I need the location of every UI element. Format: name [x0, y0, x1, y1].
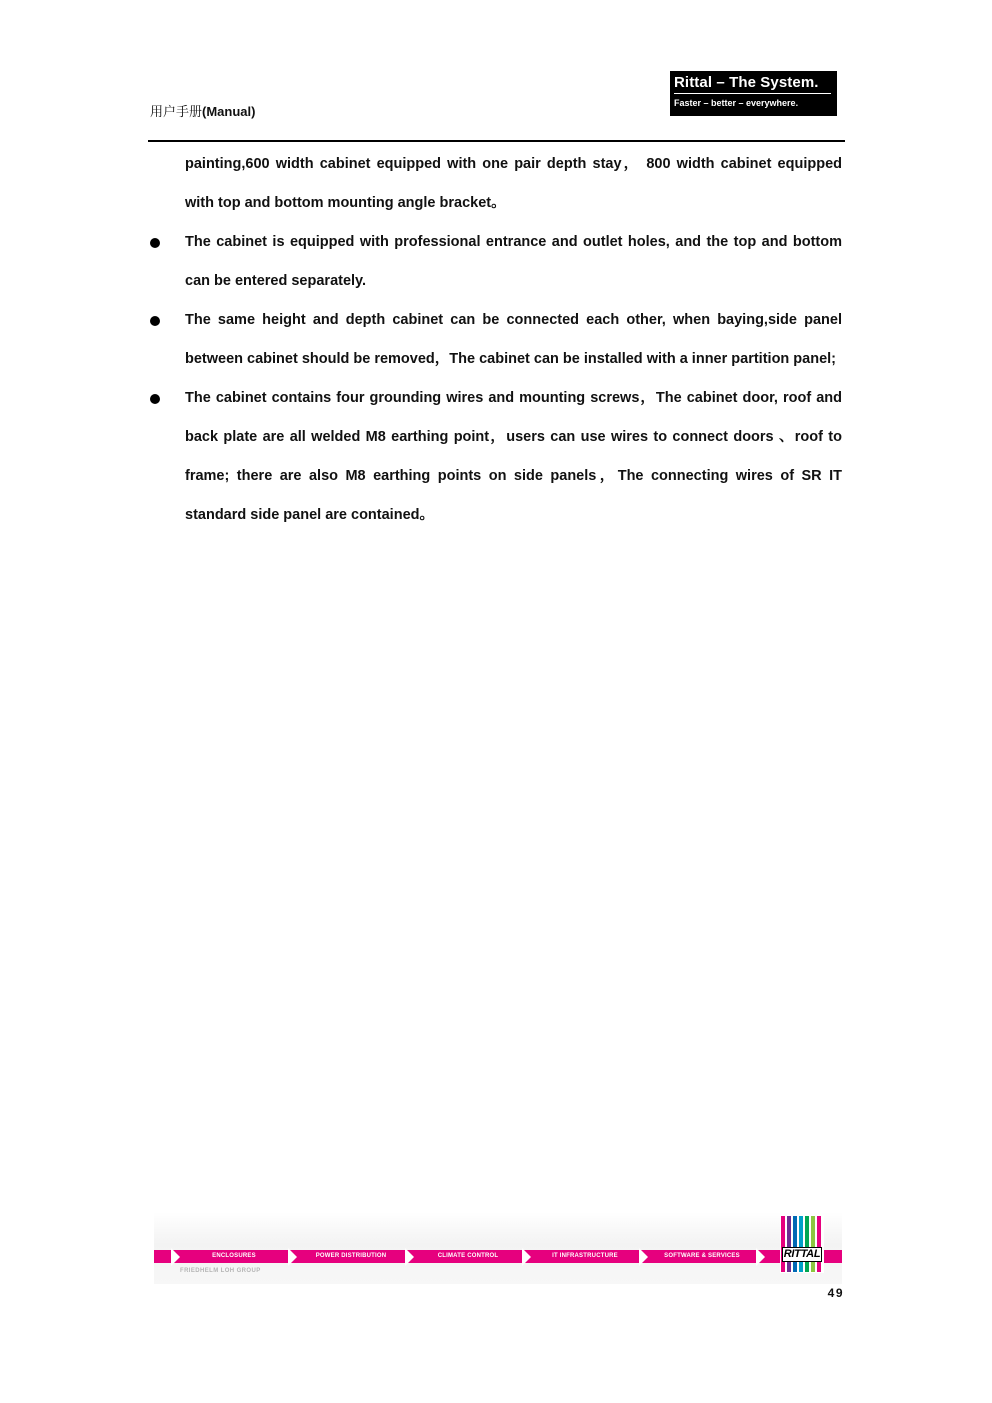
- rittal-wordmark: RITTAL: [783, 1248, 821, 1260]
- paragraph-text: The cabinet contains four grounding wires and mounting screws，The cabinet door, roof and back plate are all welded M8 earthing point，users can use wires to connect doors 、roof to frame; there are also M8 earthing points on side panels，The connecting wires of SR IT standard side panel are contained。: [185, 390, 842, 523]
- chevron-right-icon: [756, 1248, 765, 1266]
- bullet-item: [150, 301, 842, 379]
- paragraph-text: painting,600 width cabinet equipped with one pair depth stay， 800 width cabinet equipped with top and bottom mounting angle bracket。: [185, 156, 842, 211]
- bullet-item: [150, 379, 842, 535]
- stripe: [805, 1216, 809, 1272]
- footer-category-enclosures: ENCLOSURES: [212, 1253, 256, 1259]
- stripe: [787, 1216, 791, 1272]
- footer-category-power-distribution: POWER DISTRIBUTION: [315, 1253, 387, 1259]
- chevron-right-icon: [522, 1248, 531, 1266]
- logo-slogan-main: Rittal – The System.: [674, 74, 819, 91]
- stripe: [781, 1216, 785, 1272]
- footer-category-climate-control: CLIMATE CONTROL: [437, 1253, 499, 1259]
- paragraph-continued: [150, 145, 842, 223]
- footer-banner: [154, 1212, 842, 1284]
- bullet-icon: [150, 394, 160, 404]
- footer-category-software-services: SOFTWARE & SERVICES: [664, 1253, 740, 1259]
- rittal-system-logo: [670, 71, 837, 116]
- chevron-right-icon: [639, 1248, 648, 1266]
- logo-slogan-sub: Faster – better – everywhere.: [674, 98, 799, 108]
- chevron-right-icon: [171, 1248, 180, 1266]
- logo-divider: [674, 93, 831, 94]
- footer-category-it-infrastructure: IT INFRASTRUCTURE: [552, 1253, 618, 1259]
- footer-group-name: FRIEDHELM LOH GROUP: [180, 1268, 261, 1274]
- header-title: [150, 101, 255, 120]
- paragraph-text: The same height and depth cabinet can be connected each other, when baying,side panel between cabinet should be removed，The cabinet can be installed with a inner partition panel;: [185, 312, 842, 367]
- bullet-icon: [150, 316, 160, 326]
- stripe: [793, 1216, 797, 1272]
- bullet-icon: [150, 238, 160, 248]
- body-content: [150, 145, 842, 535]
- chevron-right-icon: [405, 1248, 414, 1266]
- header-title-en: (Manual): [202, 104, 256, 119]
- rittal-logo-mark: [780, 1215, 824, 1273]
- stripe: [811, 1216, 815, 1272]
- header-title-cn: 用户手册: [150, 104, 203, 119]
- chevron-right-icon: [288, 1248, 297, 1266]
- stripe: [799, 1216, 803, 1272]
- rittal-wordmark-box: [782, 1247, 822, 1262]
- page-number: 49: [827, 1286, 844, 1300]
- rittal-stripes-icon: [781, 1216, 821, 1272]
- paragraph-text: The cabinet is equipped with professional entrance and outlet holes, and the top and bottom can be entered separately.: [185, 234, 842, 289]
- header-divider: [148, 140, 845, 142]
- stripe: [817, 1216, 821, 1272]
- bullet-item: [150, 223, 842, 301]
